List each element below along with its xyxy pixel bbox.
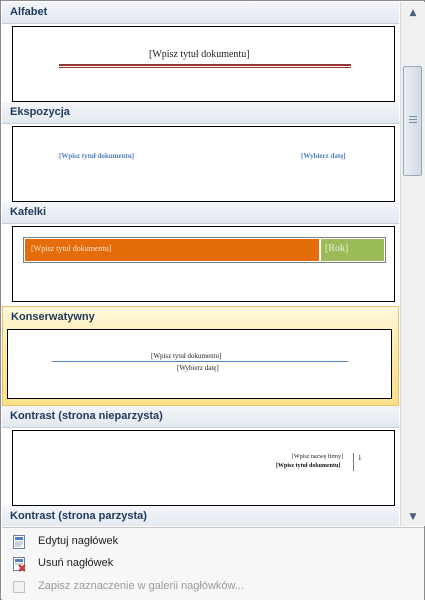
menu-label: Edytuj nagłówek: [38, 535, 119, 547]
section-header: [3, 307, 399, 329]
section-title: Kontrast (strona nieparzysta): [10, 410, 163, 422]
scrollbar-thumb[interactable]: [403, 66, 422, 176]
title-rule: [59, 64, 351, 66]
thumb-company: [Wpisz nazwę firmy]: [292, 454, 343, 460]
year-tile: [321, 239, 384, 261]
title-tile: [25, 239, 319, 261]
title-rule: [52, 361, 348, 362]
section-header: [2, 102, 399, 124]
gallery-section-kontrast-odd[interactable]: [2, 406, 399, 506]
grip-line: [409, 122, 417, 123]
gallery-section-konserwatywny[interactable]: [2, 306, 399, 406]
section-title: Kafelki: [10, 206, 47, 218]
page-separator: [353, 453, 354, 471]
section-header: [2, 2, 399, 24]
menu-label: Zapisz zaznaczenie w galerii nagłówków...: [38, 580, 245, 592]
gallery-section-ekspozycja[interactable]: [2, 102, 399, 202]
section-title: Konserwatywny: [11, 311, 95, 323]
thumb-title: [Wpisz tytuł dokumentu]: [149, 49, 250, 60]
header-gallery: [2, 2, 399, 526]
thumbnail-alfabet[interactable]: [12, 26, 395, 102]
save-to-gallery-icon: [11, 579, 27, 595]
section-header: [2, 506, 399, 526]
thumbnail-ekspozycja[interactable]: [12, 126, 395, 202]
thumb-title: [Wpisz tytuł dokumentu]: [276, 463, 341, 469]
gallery-section-alfabet[interactable]: [2, 2, 399, 102]
thumb-date: [Wybierz datę]: [177, 364, 219, 372]
gallery-section-kafelki[interactable]: [2, 202, 399, 302]
edit-header-menu-item[interactable]: [2, 531, 424, 553]
section-title: Kontrast (strona parzysta): [10, 510, 147, 522]
gallery-section-kontrast-even[interactable]: [2, 506, 399, 526]
section-title: Alfabet: [10, 6, 48, 18]
grip-line: [409, 116, 417, 117]
header-gallery-menu: [2, 527, 424, 600]
grip-line: [409, 119, 417, 120]
remove-header-menu-item[interactable]: [2, 553, 424, 575]
section-title: Ekspozycja: [10, 106, 70, 118]
thumbnail-kafelki[interactable]: [12, 226, 395, 302]
thumb-title: [Wpisz tytuł dokumentu]: [31, 244, 112, 253]
section-header: [2, 202, 399, 224]
save-to-gallery-menu-item[interactable]: [2, 576, 424, 598]
menu-label: Usuń nagłówek: [38, 557, 114, 569]
section-header: [2, 406, 399, 428]
gallery-scrollbar[interactable]: [400, 2, 425, 526]
edit-header-icon: [11, 534, 27, 550]
thumb-year: [Rok]: [325, 243, 349, 254]
tile-frame: [23, 237, 386, 263]
thumb-date: [Wybierz datę]: [301, 152, 346, 160]
thumbnail-kontrast-odd[interactable]: [12, 430, 395, 506]
title-rule-thin: [59, 67, 351, 68]
triangle-down-icon[interactable]: ▼: [409, 512, 417, 522]
thumbnail-konserwatywny[interactable]: [7, 329, 392, 399]
thumb-title: [Wpisz tytuł dokumentu]: [59, 152, 135, 160]
triangle-up-icon[interactable]: ▲: [409, 8, 417, 18]
thumb-page-number: 1: [358, 454, 362, 462]
thumb-title: [Wpisz tytuł dokumentu]: [151, 352, 222, 360]
remove-header-icon: [11, 556, 27, 572]
